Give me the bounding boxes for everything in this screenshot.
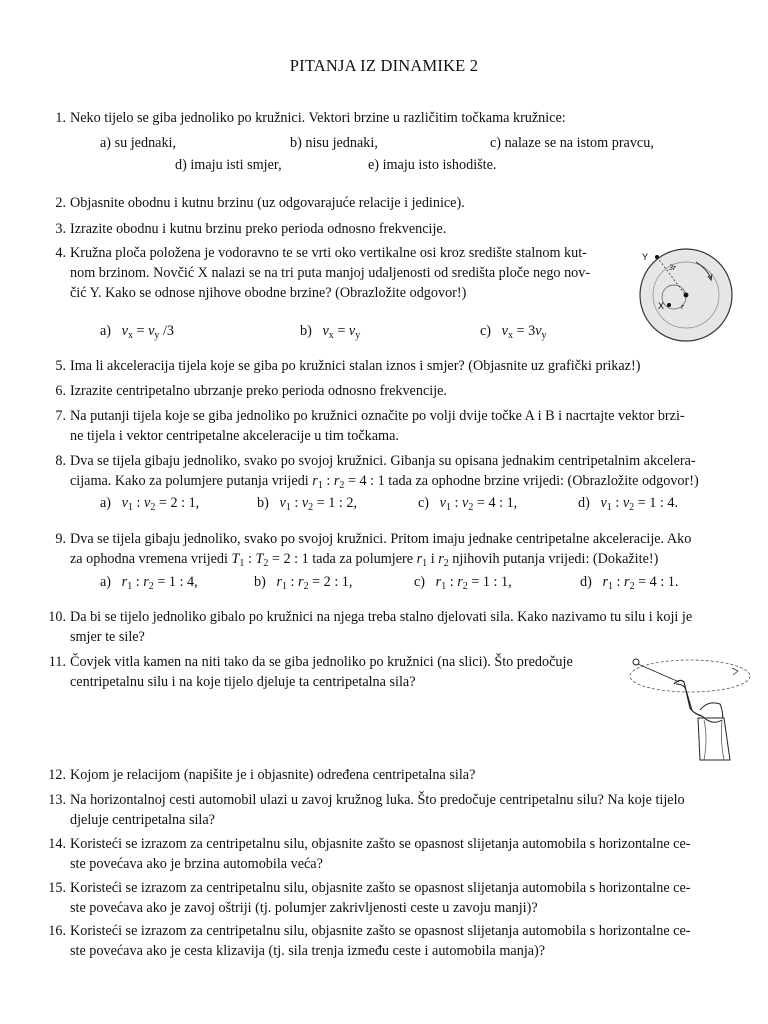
q4-option-c: c) $v_x = 3v_y$ bbox=[480, 323, 547, 341]
question-line: Da bi se tijelo jednoliko gibalo po kružnici na njega treba stalno djelovati sila. Kako nazivamo tu silu i koji je bbox=[70, 609, 693, 625]
question-number: 12. bbox=[48, 767, 66, 783]
q9-option-c: c) $r_1$ : $r_2 = 1$ : 1, bbox=[414, 574, 512, 592]
question-line: cijama. Kako za polumjere putanja vrijedi $r_1$ : $r_2 = 4$ : 1 tada za ophodne brzine vrijedi: (Obrazložite odgovor!) bbox=[70, 473, 699, 491]
q9-option-a: a) $r_1$ : $r_2 = 1$ : 4, bbox=[100, 574, 198, 592]
question-number: 11. bbox=[48, 654, 66, 670]
question-text: Objasnite obodnu i kutnu brzinu (uz odgovarajuće relacije i jedinice). bbox=[70, 195, 465, 211]
q1-option-d: d) imaju isti smjer, bbox=[175, 157, 282, 173]
question-line: djeluje centripetalna sila? bbox=[70, 812, 215, 828]
q1-option-a: a) su jednaki, bbox=[100, 135, 177, 151]
question-line: Dva se tijela gibaju jednoliko, svako po svojoj kružnici. Gibanja su opisana jednakim centripetalnim akcelera- bbox=[70, 453, 696, 469]
question-number: 10. bbox=[48, 609, 66, 625]
question-line: Kružna ploča položena je vodoravno te se vrti oko vertikalne osi kroz središte stalnom kut- bbox=[70, 245, 587, 261]
q8-option-a: a) $v_1$ : $v_2 = 2$ : 1, bbox=[100, 495, 200, 513]
label-r: r bbox=[681, 302, 685, 311]
question-number: 2. bbox=[55, 195, 66, 211]
question-text: Ima li akceleracija tijela koje se giba po kružnici stalan iznos i smjer? (Objasnite uz grafički prikaz!) bbox=[70, 358, 641, 374]
question-line: Na putanji tijela koje se giba jednoliko po kružnici označite po volji dvije točke A i B i nacrtajte vektor brzi- bbox=[70, 408, 685, 424]
man-swinging-stone-figure bbox=[624, 648, 752, 760]
question-line: ste povećava ako je brzina automobila veća? bbox=[70, 856, 323, 872]
label-y: Y bbox=[642, 252, 649, 262]
q1-option-b: b) nisu jednaki, bbox=[290, 135, 378, 151]
label-x: X bbox=[658, 301, 665, 311]
question-number: 14. bbox=[48, 836, 66, 852]
question-number: 1. bbox=[55, 110, 66, 126]
question-line: Koristeći se izrazom za centripetalnu silu, objasnite zašto se opasnost slijetanja automobila s horizontalne ce- bbox=[70, 923, 691, 939]
question-line: smjer te sile? bbox=[70, 629, 145, 645]
question-number: 13. bbox=[48, 792, 66, 808]
q1-option-c: c) nalaze se na istom pravcu, bbox=[490, 135, 654, 151]
question-number: 7. bbox=[55, 408, 66, 424]
page-title: PITANJA IZ DINAMIKE 2 bbox=[289, 56, 479, 75]
question-text: Izrazite obodnu i kutnu brzinu preko perioda odnosno frekvencije. bbox=[70, 221, 447, 237]
question-line: ne tijela i vektor centripetalne akceleracije u tim točkama. bbox=[70, 428, 399, 444]
label-3r: 3r bbox=[669, 263, 677, 272]
q8-option-d: d) $v_1$ : $v_2 = 1$ : 4. bbox=[578, 495, 679, 513]
question-line: Čovjek vitla kamen na niti tako da se giba jednoliko po kružnici (na slici). Što predočuje bbox=[70, 654, 573, 670]
question-number: 5. bbox=[55, 358, 66, 374]
question-text: Neko tijelo se giba jednoliko po kružnici. Vektori brzine u različitim točkama kružnice: bbox=[70, 110, 566, 126]
q1-option-e: e) imaju isto ishodište. bbox=[368, 157, 497, 173]
question-line: čić Y. Kako se odnose njihove obodne brzine? (Obrazložite odgovor!) bbox=[70, 285, 467, 301]
question-number: 6. bbox=[55, 383, 66, 399]
q4-option-b: b) $v_x = v_y$ bbox=[300, 323, 361, 341]
rotating-disc-figure bbox=[626, 242, 752, 342]
question-line: centripetalnu silu i na koje tijelo djeluje ta centripetalna sila? bbox=[70, 674, 416, 690]
question-number: 4. bbox=[55, 245, 66, 261]
question-line: Na horizontalnoj cesti automobil ulazi u zavoj kružnog luka. Što predočuje centripetalnu silu? Na koje tijelo bbox=[70, 792, 685, 808]
q8-option-b: b) $v_1$ : $v_2 = 1$ : 2, bbox=[257, 495, 358, 513]
question-text: Izrazite centripetalno ubrzanje preko perioda odnosno frekvencije. bbox=[70, 383, 447, 399]
question-number: 8. bbox=[55, 453, 66, 469]
question-number: 3. bbox=[55, 221, 66, 237]
question-line: za ophodna vremena vrijedi $T_1$ : $T_2 = 2$ : 1 tada za polumjere $r_1$ i $r_2$ njihovih putanja vrijedi: (Dokažite!) bbox=[70, 551, 659, 569]
question-number: 9. bbox=[55, 531, 66, 547]
q8-option-c: c) $v_1$ : $v_2 = 4$ : 1, bbox=[418, 495, 518, 513]
question-number: 16. bbox=[48, 923, 66, 939]
question-line: ste povećava ako je zavoj oštriji (tj. polumjer zakrivljenosti ceste u zavoju manji)? bbox=[70, 900, 538, 916]
question-text: Kojom je relacijom (napišite je i objasnite) određena centripetalna sila? bbox=[70, 767, 476, 783]
question-line: Koristeći se izrazom za centripetalnu silu, objasnite zašto se opasnost slijetanja automobila s horizontalne ce- bbox=[70, 880, 691, 896]
q9-option-b: b) $r_1$ : $r_2 = 2$ : 1, bbox=[254, 574, 353, 592]
question-line: nom brzinom. Novčić X nalazi se na tri puta manjoj udaljenosti od središta ploče nego nov- bbox=[70, 265, 591, 281]
q9-option-d: d) $r_1$ : $r_2 = 4$ : 1. bbox=[580, 574, 679, 592]
question-line: ste povećava ako je cesta klizavija (tj. sila trenja između ceste i automobila manja)? bbox=[70, 943, 546, 959]
q4-option-a: a) $v_x = v_y$ /3 bbox=[100, 323, 174, 341]
question-line: Dva se tijela gibaju jednoliko, svako po svojoj kružnici. Pritom imaju jednake centripetalne akceleracije. Ako bbox=[70, 531, 692, 547]
question-line: Koristeći se izrazom za centripetalnu silu, objasnite zašto se opasnost slijetanja automobila s horizontalne ce- bbox=[70, 836, 691, 852]
question-number: 15. bbox=[48, 880, 66, 896]
